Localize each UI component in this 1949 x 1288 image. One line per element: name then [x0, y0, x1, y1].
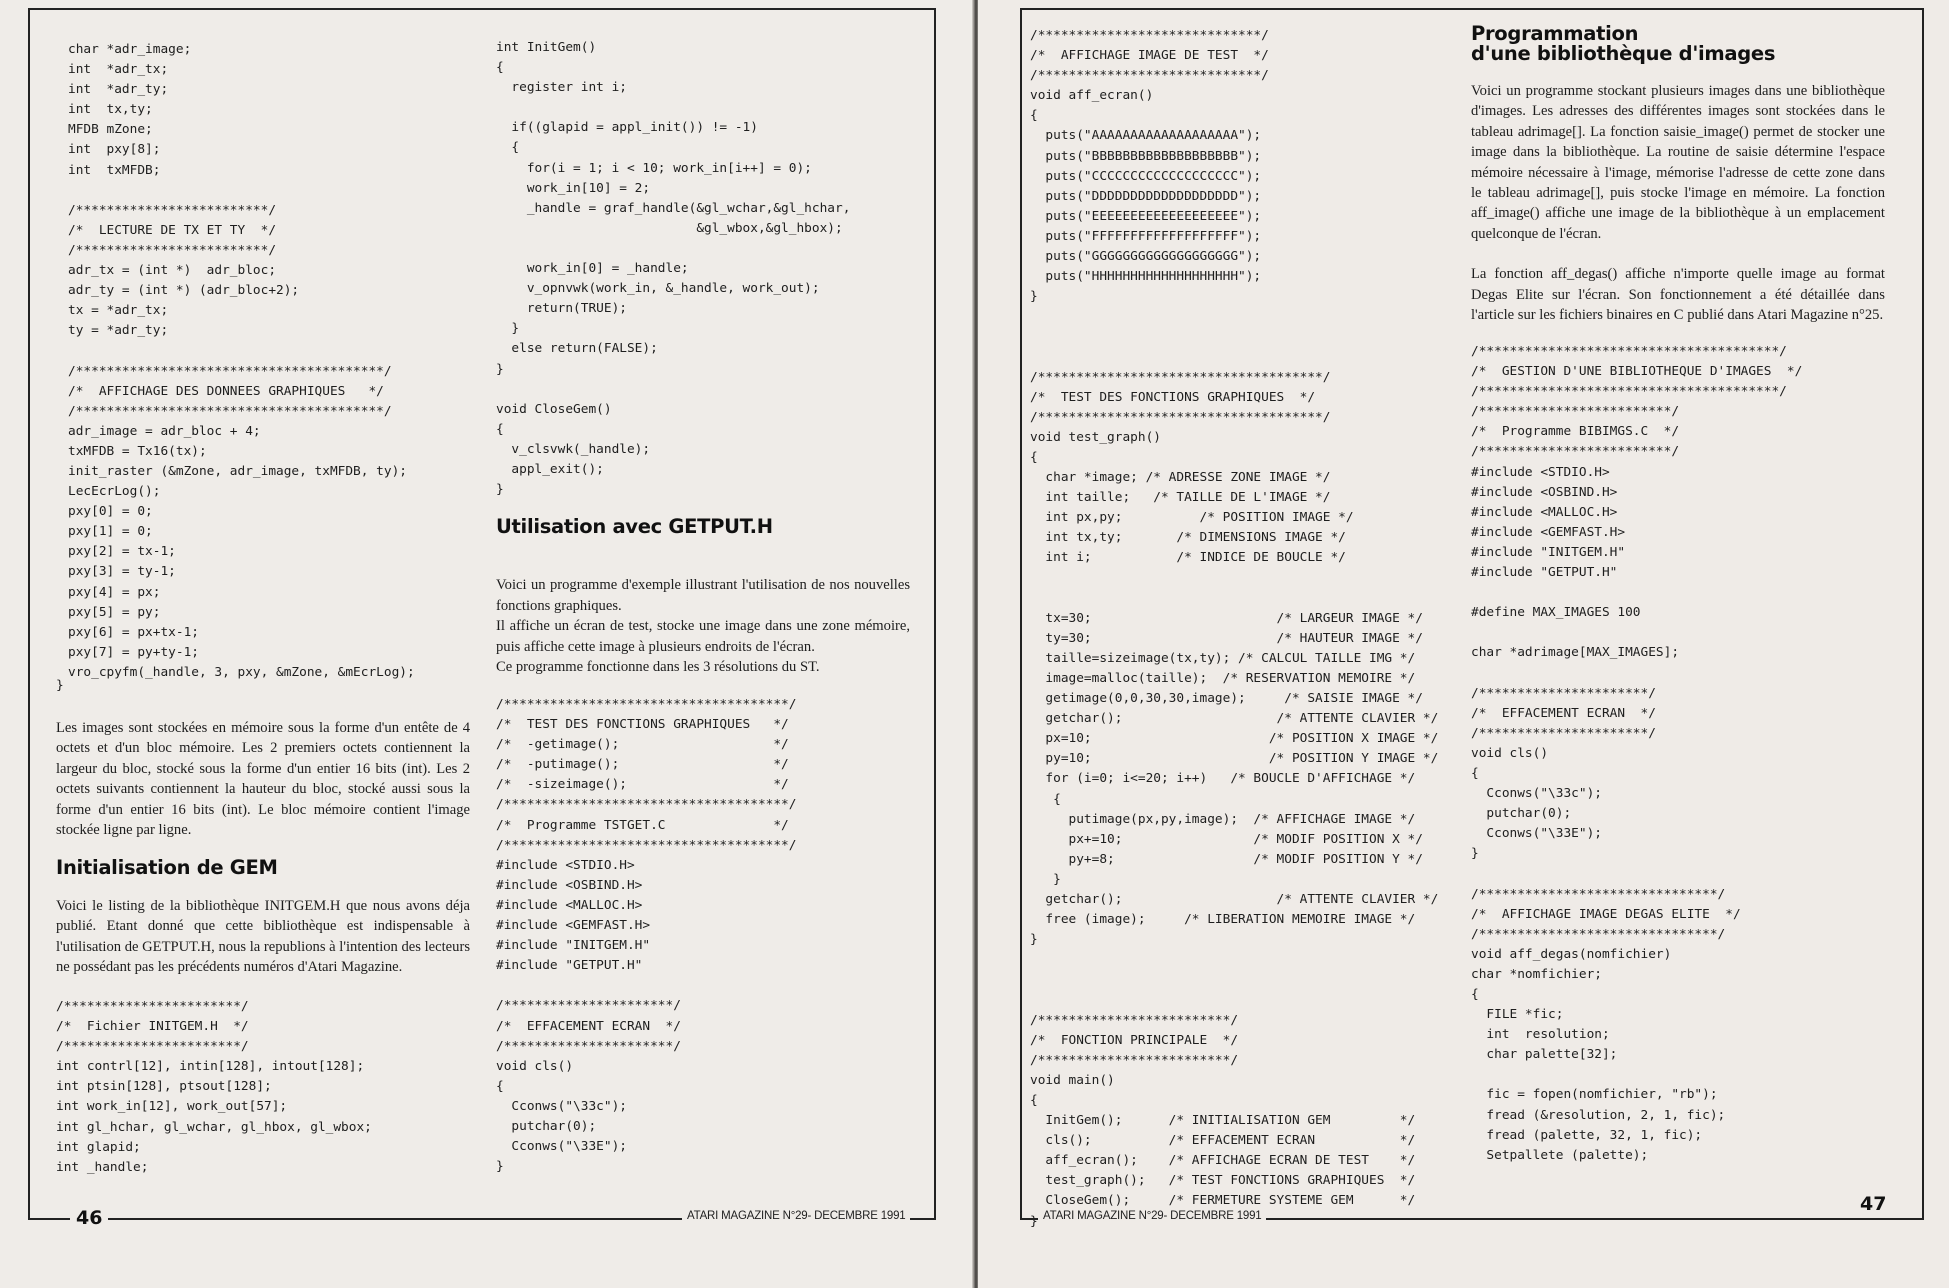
code-listing-tstget-functions: /*****************************/ /* AFFICHAGE IMAGE DE TEST */ /*****************************/ void aff_ecran() { puts("AAAAAAAAAAAAAAAAAAA"); puts("BBBBBBBBBBBBBBBBBBB"); puts("CCCCCCCCCCCCCCCCCCC"); puts("DDDDDDDDDDDDDDDDDDD"); puts("EEEEEEEEEEEEEEEEEEE"); puts("FFFFFFFFFFFFFFFFFFF"); puts("GGGGGGGGGGGGGGGGGGG"); puts("HHHHHHHHHHHHHHHHHHH"); } /*************************************/ /* TEST DES FONCTIONS GRAPHIQUES */ /*************************************/ void test_graph() { char *image; /* ADRESSE ZONE IMAGE */ int taille; /* TAILLE DE L'IMAGE */ int px,py; /* POSITION IMAGE */ int tx,ty; /* DIMENSIONS IMAGE */ int i; /* INDICE DE BOUCLE */ tx=30; /* LARGEUR IMAGE */ ty=30; /* HAUTEUR IMAGE */ taille=sizeimage(tx,ty); /* CALCUL TAILLE IMG */ image=malloc(taille); /* RESERVATION MEMOIRE */ getimage(0,0,30,30,image); /* SAISIE IMAGE */ getchar(); /* ATTENTE CLAVIER */ px=10; /* POSITION X IMAGE */ py=10; /* POSITION Y IMAGE */ for (i=0; i<=20; i++) /* BOUCLE D'AFFICHAGE */ { putimage(px,py,image); /* AFFICHAGE IMAGE */ px+=10; /* MODIF POSITION X */ py+=8; /* MODIF POSITION Y */ } getchar(); /* ATTENTE CLAVIER */ free (image); /* LIBERATION MEMOIRE IMAGE */ } /*************************/ /* FONCTION PRINCIPALE */ /*************************/ void main() { InitGem(); /* INITIALISATION GEM */ cls(); /* EFFACEMENT ECRAN */ aff_ecran(); /* AFFICHAGE ECRAN DE TEST */ test_graph(); /* TEST FONCTIONS GRAPHIQUES */ CloseGem(); /* FERMETURE SYSTEME GEM */ }: [1030, 28, 1439, 1229]
left-footer-title: ATARI MAGAZINE N°29- DECEMBRE 1991: [682, 1210, 910, 1222]
bibliotheque-intro-text-2: La fonction aff_degas() affiche n'importe quelle image au format Degas Elite sur l'écran. Son fonctionnement a été détaillée dans l'article sur les fichiers binaires en C publié dans Atari Magazine n°25.: [1471, 266, 1885, 324]
initgem-intro-paragraph: [56, 896, 470, 978]
code-listing-initgem-header: /***********************/ /* Fichier INITGEM.H */ /***********************/ int contrl[12], intin[128], intout[128]; int ptsin[128], ptsout[128]; int work_in[12], work_out[57]; int gl_hchar, gl_wchar, gl_hbox, gl_wbox; int glapid; int _handle;: [56, 999, 372, 1175]
code-listing-bibimgs: /***************************************/ /* GESTION D'UNE BIBLIOTHEQUE D'IMAGES */ /***************************************/ /*************************/ /* Programme BIBIMGS.C */ /*************************/ #include <STDIO.H> #include <OSBIND.H> #include <MALLOC.H> #include <GEMFAST.H> #include "INITGEM.H" #include "GETPUT.H" #define MAX_IMAGES 100 char *adrimage[MAX_IMAGES]; /**********************/ /* EFFACEMENT ECRAN */ /**********************/ void cls() { Cconws("\33c"); putchar(0); Cconws("\33E"); } /*******************************/ /* AFFICHAGE IMAGE DEGAS ELITE */ /*******************************/ void aff_degas(nomfichier) char *nomfichier; { FILE *fic; int resolution; char palette[32]; fic = fopen(nomfichier, "rb"); fread (&resolution, 2, 1, fic); fread (palette, 32, 1, fic); Setpallete (palette);: [1471, 344, 1803, 1163]
code-closing-brace: }: [56, 678, 64, 693]
code-listing-getput-tail: char *adr_image; int *adr_tx; int *adr_ty; int tx,ty; MFDB mZone; int pxy[8]; int txMFDB; /*************************/ /* LECTURE DE TX ET TY */ /*************************/ adr_tx = (int *) adr_bloc; adr_ty = (int *) (adr_bloc+2); tx = *adr_tx; ty = *adr_ty; /****************************************/ /* AFFICHAGE DES DONNEES GRAPHIQUES */ /****************************************/ adr_image = adr_bloc + 4; txMFDB = Tx16(tx); init_raster (&mZone, adr_image, txMFDB, ty); LecEcrLog(); pxy[0] = 0; pxy[1] = 0; pxy[2] = tx-1; pxy[3] = ty-1; pxy[4] = px; pxy[5] = py; pxy[6] = px+tx-1; pxy[7] = py+ty-1; vro_cpyfm(_handle, 3, pxy, &mZone, &mEcrLog);: [68, 42, 415, 680]
page-number-left: 46: [70, 1207, 108, 1229]
heading-line-1: Programmation: [1471, 22, 1639, 45]
heading-bibliotheque-images: [1471, 24, 1775, 64]
code-listing-initgem-functions: int InitGem() { register int i; if((glapid = appl_init()) != -1) { for(i = 1; i < 10; work_in[i++] = 0); work_in[10] = 2; _handle = graf_handle(&gl_wchar,&gl_hchar, &gl_wbox,&gl_hbox); work_in[0] = _handle; v_opnvwk(work_in, &_handle, work_out); return(TRUE); } else return(FALSE); } void CloseGem() { v_clsvwk(_handle); appl_exit(); }: [496, 40, 851, 498]
heading-line-2: d'une bibliothèque d'images: [1471, 42, 1776, 65]
getput-intro-paragraph: [496, 555, 910, 698]
page-number-right: 47: [1854, 1193, 1892, 1215]
left-page: [0, 0, 974, 1288]
code-listing-tstget: /*************************************/ /* TEST DES FONCTIONS GRAPHIQUES */ /* -getimage(); */ /* -putimage(); */ /* -sizeimage(); */ /*************************************/ /* Programme TSTGET.C */ /*************************************/ #include <STDIO.H> #include <OSBIND.H> #include <MALLOC.H> #include <GEMFAST.H> #include "INITGEM.H" #include "GETPUT.H" /**********************/ /* EFFACEMENT ECRAN */ /**********************/ void cls() { Cconws("\33c"); putchar(0); Cconws("\33E"); }: [496, 697, 797, 1175]
right-page: [978, 0, 1949, 1288]
right-footer-title: ATARI MAGAZINE N°29- DECEMBRE 1991: [1038, 1210, 1266, 1222]
image-storage-paragraph: [56, 718, 470, 840]
heading-utilisation-getput: Utilisation avec GETPUT.H: [496, 515, 773, 538]
bibliotheque-intro-paragraphs: [1471, 81, 1885, 325]
heading-initialisation-gem: Initialisation de GEM: [56, 856, 278, 879]
bibliotheque-intro-text-1: Voici un programme stockant plusieurs images dans une bibliothèque d'images. Les adresses des différentes images sont stockées dans le tableau adrimage[]. La fonction saisie_image() permet de stocker une image dans la bibliothèque. La routine de saisie détermine l'espace mémoire nécessaire à l'image, mémorise l'adresse de cette zone dans le tableau adrimage[], puis stocke l'image en mémoire. La fonction aff_image() affiche une image de la bibliothèque à un emplacement quelconque de l'écran.: [1471, 83, 1885, 242]
image-storage-text: Les images sont stockées en mémoire sous la forme d'un entête de 4 octets et d'un bloc mémoire. Les 2 premiers octets contiennent la largeur du bloc, stocké sous la forme d'un entier 16 bits (int). Les 2 octets suivants contiennent la hauteur du bloc, stocké aussi sous la forme d'un entier 16 bits (int). Le bloc mémoire contient l'image stockée ligne par ligne.: [56, 720, 470, 839]
getput-intro-text: Voici un programme d'exemple illustrant l'utilisation de nos nouvelles fonctions graphiques. Il affiche un écran de test, stocke une image dans une zone mémoire, puis affiche cette image à plusieurs endroits de l'écran. Ce programme fonctionne dans les 3 résolutions du ST.: [496, 577, 910, 676]
initgem-intro-text: Voici le listing de la bibliothèque INITGEM.H que nous avons déja publié. Etant donné que cette bibliothèque est indispensable à l'utilisation de GETPUT.H, nous la republions à l'intention des lecteurs ne possédant pas les précédents numéros d'Atari Magazine.: [56, 898, 470, 976]
